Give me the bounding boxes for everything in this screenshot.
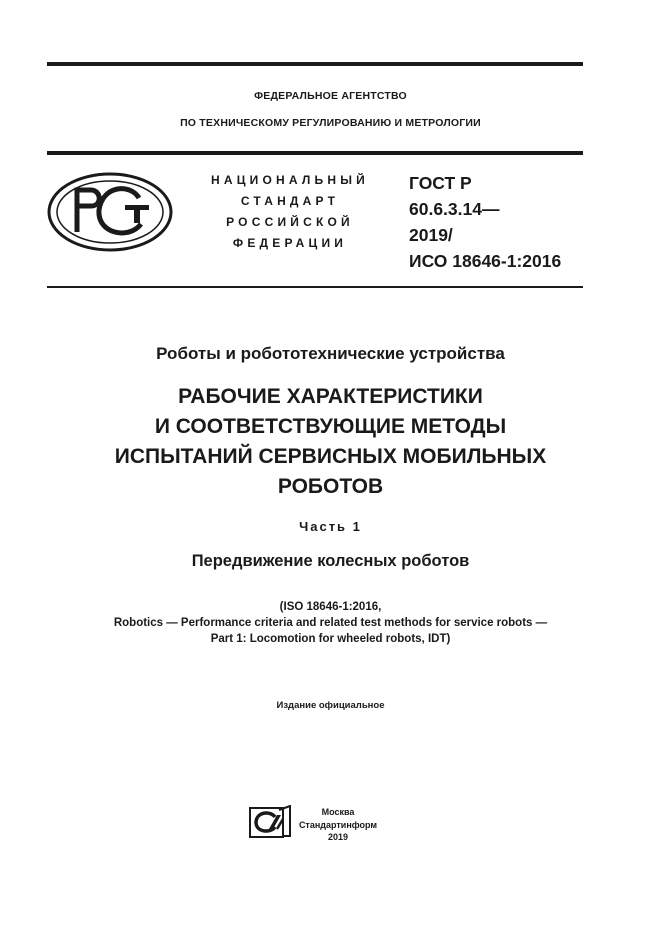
- edition-note: Издание официальное: [276, 700, 385, 711]
- publisher-year: 2019: [327, 832, 349, 842]
- national-standard-block: [204, 170, 376, 254]
- document-subtitle: Роботы и робототехнические устройства: [156, 344, 505, 363]
- publisher-info: [296, 806, 380, 844]
- iso-reference-line: Robotics — Performance criteria and related test methods for service robots —: [113, 617, 548, 629]
- standard-designation: [409, 170, 561, 274]
- agency-line-2: ПО ТЕХНИЧЕСКОМУ РЕГУЛИРОВАНИЮ И МЕТРОЛОГИИ: [180, 117, 481, 129]
- title-line: РОБОТОВ: [277, 475, 384, 498]
- title-line: ИСПЫТАНИЙ СЕРВИСНЫХ МОБИЛЬНЫХ: [114, 445, 547, 468]
- title-line: И СООТВЕТСТВУЮЩИЕ МЕТОДЫ: [154, 415, 507, 438]
- iso-reference-line: Part 1: Locomotion for wheeled robots, IDT): [210, 633, 451, 645]
- standartinform-logo-icon: [249, 805, 291, 839]
- national-standard-line: СТАНДАРТ: [240, 194, 340, 208]
- part-title: Передвижение колесных роботов: [191, 552, 470, 570]
- document-title: [0, 382, 661, 502]
- designation-line: ИСО 18646-1:2016: [409, 251, 562, 271]
- designation-line: ГОСТ Р: [409, 173, 472, 193]
- iso-reference: [0, 599, 661, 647]
- designation-rule: [47, 286, 583, 288]
- header-rule: [47, 151, 583, 155]
- designation-line: 2019/: [409, 225, 453, 245]
- publisher-name: Стандартинформ: [298, 819, 378, 830]
- gost-r-emblem-icon: [47, 172, 173, 252]
- title-line: РАБОЧИЕ ХАРАКТЕРИСТИКИ: [178, 385, 483, 408]
- top-rule: [47, 62, 583, 66]
- part-label: Часть 1: [299, 519, 362, 534]
- national-standard-line: НАЦИОНАЛЬНЫЙ: [210, 173, 370, 187]
- national-standard-line: ФЕДЕРАЦИИ: [232, 236, 348, 250]
- agency-line-1: ФЕДЕРАЛЬНОЕ АГЕНТСТВО: [254, 90, 407, 102]
- publisher-city: Москва: [321, 807, 355, 817]
- designation-line: 60.6.3.14—: [409, 199, 500, 219]
- national-standard-line: РОССИЙСКОЙ: [226, 215, 354, 229]
- iso-reference-line: (ISO 18646-1:2016,: [279, 601, 382, 613]
